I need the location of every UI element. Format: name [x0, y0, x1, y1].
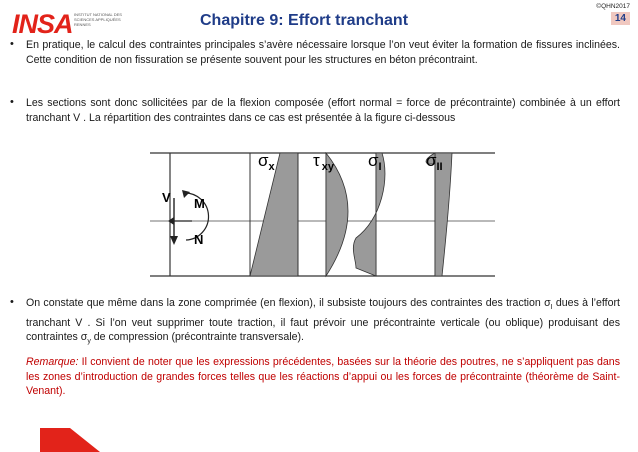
page-title: Chapitre 9: Effort tranchant: [200, 12, 409, 29]
tau-xy-label: τ $_{xy}$: [313, 151, 334, 173]
sigma-1-label: $\sigma_I$: [368, 151, 382, 173]
copyright: ©QHN2017: [596, 3, 630, 10]
m-label: M: [194, 196, 205, 211]
bullet-icon: •: [10, 296, 14, 308]
paragraph-3: On constate que même dans la zone comprimée (en flexion), il subsiste toujours des contraintes des traction $\sigma_I$ dues à l’effort tranchant V . Si l’on veut supprimer toute traction, il faut prévoir une précontrainte verticale (ou oblique) produisant des contraintes $\sigma_y$ de compression (précontrainte transversale).: [26, 297, 620, 346]
stress-distribution-figure: [150, 148, 495, 283]
n-label: N: [194, 232, 204, 247]
decorative-red-shape: [40, 428, 100, 452]
paragraph-2: Les sections sont donc sollicitées par de la flexion composée (effort normal = force de précontrainte) combinée à un effort tranchant V . La répartition des contraintes dans ce cas est présentée à la figure ci-dessous: [26, 97, 620, 124]
v-label: V: [162, 190, 171, 205]
bullet-icon: •: [10, 38, 14, 50]
logo-subtitle: INSTITUT NATIONAL DES SCIENCES APPLIQUÉES RENNES: [74, 12, 122, 27]
logo-text: INSA: [12, 9, 73, 39]
bullet-icon: •: [10, 96, 14, 108]
sigma-x-label: $\sigma_x$: [258, 151, 275, 173]
sigma-2-label: $\sigma_{II}$: [426, 151, 443, 173]
remark-text: Il convient de noter que les expressions précédentes, basées sur la théorie des poutres, ne s’appliquent pas dans les zones d’introduction de grandes forces telles que les réactions d’appui ou les forces de précontrainte (théorème de Saint-Venant).: [26, 356, 620, 397]
paragraph-1: En pratique, le calcul des contraintes principales s’avère nécessaire lorsque l’on veut éviter la formation de fissures inclinées. Cette condition de non fissuration se présente souvent pour les structures en béton précontraint.: [26, 39, 620, 66]
remark-note: [26, 355, 620, 399]
remark-label: Remarque:: [26, 356, 79, 368]
insa-logo: [6, 6, 126, 39]
page-number: 14: [611, 12, 630, 25]
